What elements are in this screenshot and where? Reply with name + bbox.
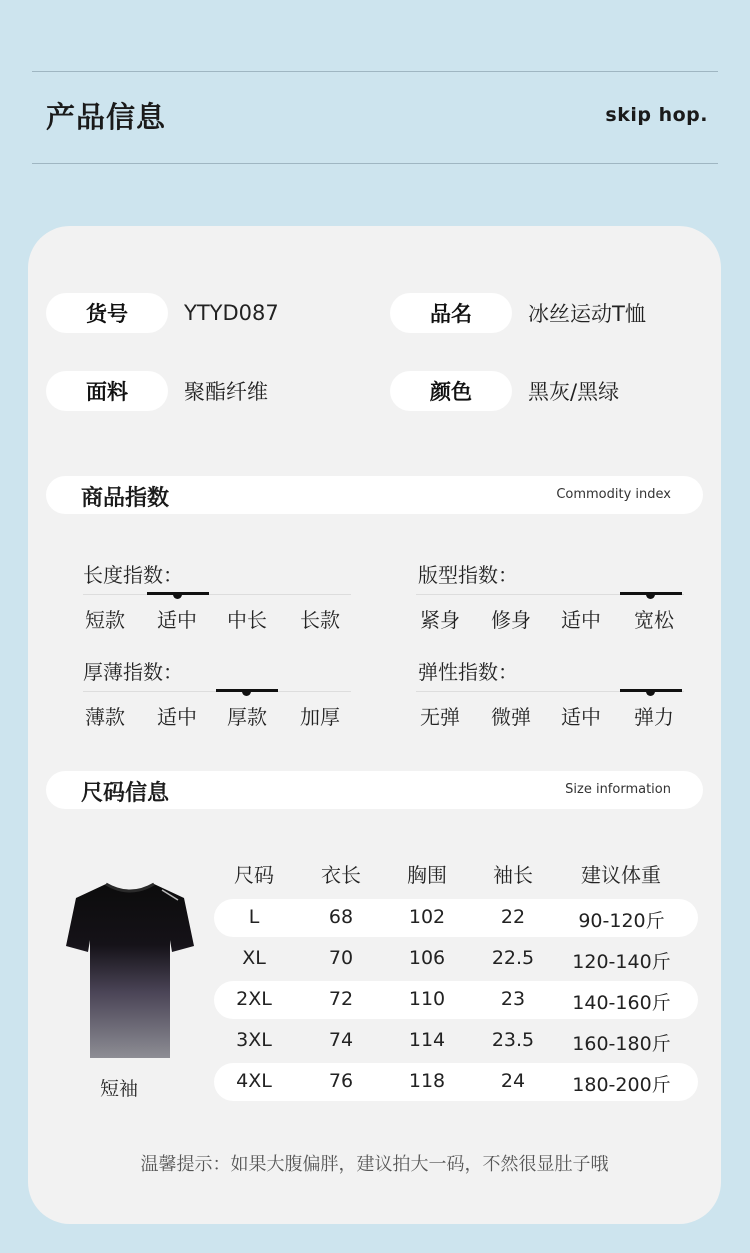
index-title-length: 长度指数： (83, 563, 183, 587)
table-cell: 74 (328, 1029, 354, 1051)
index-track (83, 594, 351, 595)
index-option: 适中 (157, 705, 197, 729)
index-option: 弹力 (634, 705, 674, 729)
page-title: 产品信息 (46, 100, 167, 134)
table-cell: 180-200斤 (572, 1074, 671, 1096)
table-cell: 140-160斤 (572, 992, 671, 1014)
table-header-cell: 胸围 (407, 863, 447, 887)
table-row (214, 1022, 698, 1060)
table-header-cell: 袖长 (493, 863, 533, 887)
table-cell: 110 (408, 988, 446, 1010)
section-subtitle: Size information (565, 782, 671, 797)
table-cell: 4XL (236, 1070, 272, 1092)
info-item-name (390, 292, 646, 334)
index-option: 短款 (85, 608, 125, 632)
table-cell: 160-180斤 (572, 1033, 671, 1055)
index-selected-marker (620, 689, 682, 692)
table-cell: 114 (408, 1029, 446, 1051)
table-cell: 106 (408, 947, 446, 969)
index-title-thickness: 厚薄指数： (83, 660, 183, 684)
index-option: 适中 (561, 608, 601, 632)
table-cell: 90-120斤 (578, 910, 665, 932)
table-row (214, 940, 698, 978)
size-tip: 温馨提示：如果大腹偏胖，建议拍大一码，不然很显肚子哦 (140, 1154, 609, 1175)
index-title-elasticity: 弹性指数： (418, 660, 518, 684)
index-option: 薄款 (85, 705, 125, 729)
table-header-cell: 建议体重 (581, 863, 661, 887)
info-label: 颜色 (390, 371, 512, 411)
index-option: 适中 (157, 608, 197, 632)
table-cell: 72 (328, 988, 354, 1010)
index-option: 微弹 (491, 705, 531, 729)
header-divider (32, 163, 718, 164)
table-cell: 3XL (236, 1029, 272, 1051)
index-selected-marker (216, 689, 278, 692)
table-cell: 23 (500, 988, 526, 1010)
index-title-fit: 版型指数： (418, 563, 518, 587)
table-cell: L (248, 906, 260, 928)
info-label: 面料 (46, 371, 168, 411)
info-value: 冰丝运动T恤 (528, 302, 646, 326)
index-option: 修身 (491, 608, 531, 632)
table-cell: 76 (328, 1070, 354, 1092)
section-title: 尺码信息 (81, 781, 170, 806)
info-item-sku (46, 292, 279, 334)
index-option: 适中 (561, 705, 601, 729)
index-option: 宽松 (634, 608, 674, 632)
table-row (214, 981, 698, 1019)
top-divider (32, 71, 718, 72)
table-header-cell: 衣长 (321, 863, 361, 887)
info-value: 聚酯纤维 (184, 380, 268, 404)
table-cell: 120-140斤 (572, 951, 671, 973)
table-cell: 118 (408, 1070, 446, 1092)
index-option: 加厚 (300, 705, 340, 729)
index-selected-marker (620, 592, 682, 595)
info-label: 品名 (390, 293, 512, 333)
table-cell: 70 (328, 947, 354, 969)
table-cell: 23.5 (491, 1029, 535, 1051)
table-cell: 102 (408, 906, 446, 928)
info-item-color (390, 370, 619, 412)
product-card (28, 226, 721, 1224)
sleeve-type-label: 短袖 (100, 1078, 139, 1100)
info-label: 货号 (46, 293, 168, 333)
index-option: 无弹 (420, 705, 460, 729)
table-header-cell: 尺码 (234, 863, 274, 887)
table-cell: XL (242, 947, 266, 969)
table-row (214, 899, 698, 937)
tshirt-image (66, 880, 194, 1064)
brand-logo: skip hop. (605, 104, 708, 126)
index-option: 长款 (300, 608, 340, 632)
section-title: 商品指数 (81, 486, 170, 511)
table-cell: 24 (500, 1070, 526, 1092)
info-value: 黑灰/黑绿 (528, 380, 620, 404)
info-item-fabric (46, 370, 268, 412)
table-cell: 68 (328, 906, 354, 928)
table-cell: 22 (500, 906, 526, 928)
index-option: 紧身 (420, 608, 460, 632)
index-selected-marker (147, 592, 209, 595)
index-option: 厚款 (227, 705, 267, 729)
index-option: 中长 (227, 608, 267, 632)
size-info-header (46, 771, 703, 809)
section-subtitle: Commodity index (556, 487, 671, 502)
table-row (214, 1063, 698, 1101)
commodity-index-header (46, 476, 703, 514)
info-value: YTYD087 (184, 301, 279, 325)
table-cell: 2XL (236, 988, 272, 1010)
table-cell: 22.5 (491, 947, 535, 969)
